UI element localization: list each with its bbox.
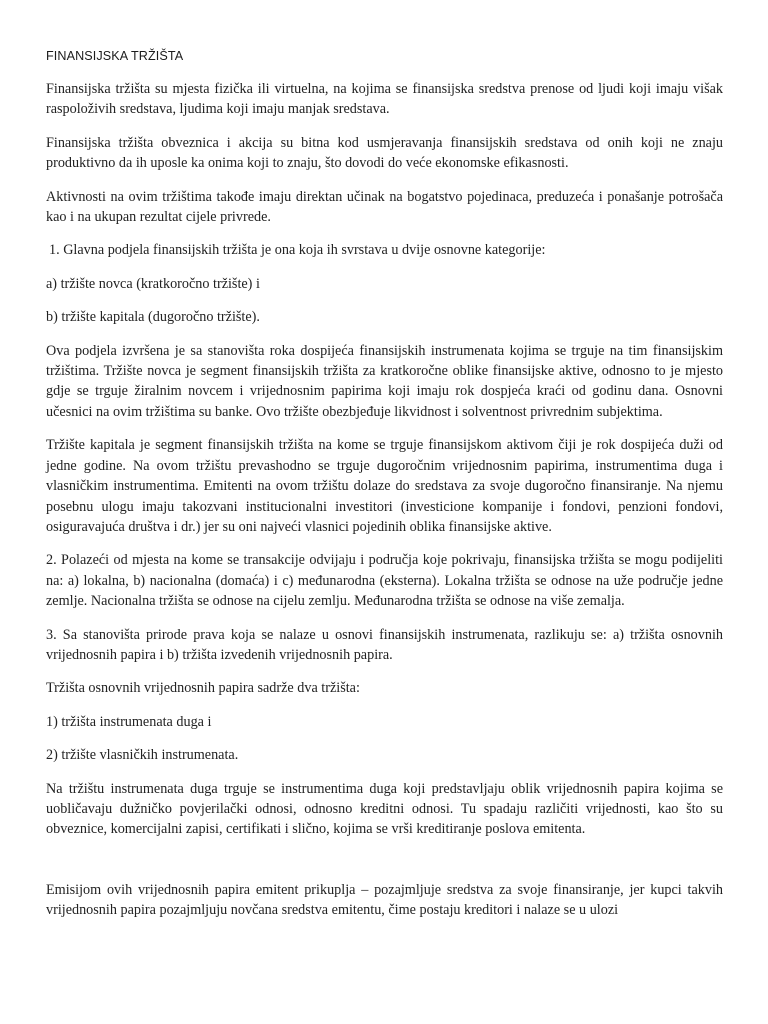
paragraph-bonds-stocks: Finansijska tržišta obveznica i akcija su bitna kod usmjeravanja finansijskih sredstava od onih koji ne znaju produktivno da ih uposle ka onima koji to znaju, što dovodi do veće ekonomske efikasnosti. (46, 134, 723, 172)
paragraph-emission: Emisijom ovih vrijednosnih papira emitent prikuplja – pozajmljuje sredstva za svoje finansiranje, jer kupci takvih vrijednosnih papira pozajmljuju novčana sredstva emitentu, čime postaju kreditori i nalaze se u ulozi (46, 881, 723, 919)
list-item-money-market: a) tržište novca (kratkoročno tržište) i (46, 275, 260, 292)
list-item-debt-instruments: 1) tržišta instrumenata duga i (46, 713, 212, 730)
list-item-capital-market: b) tržište kapitala (dugoročno tržište). (46, 309, 260, 326)
document-page (46, 48, 723, 934)
paragraph-activities: Aktivnosti na ovim tržištima takođe imaju direktan učinak na bogatstvo pojedinaca, preduzeća i ponašanje potrošača kao i na ukupan rezultat cijele privrede. (46, 188, 723, 226)
paragraph-geographic-division: 2. Polazeći od mjesta na kome se transakcije odvijaju i područja koje pokrivaju, finansijska tržišta se mogu podijeliti na: a) lokalna, b) nacionalna (domaća) i c) međunarodna (eksterna). Lokalna tržišta se odnose na uže područje jedne zemlje. Nacionalna tržišta se odnose na cijelu zemlju. Međunarodna tržišta se odnose na više zemalja. (46, 552, 723, 610)
paragraph-definition: Finansijska tržišta su mjesta fizička ili virtuelna, na kojima se finansijska sredstva prenose od ljudi koji imaju višak raspoloživih sredstava, ljudima koji imaju manjak sredstava. (46, 81, 723, 118)
list-item-equity-instruments: 2) tržište vlasničkih instrumenata. (46, 747, 239, 764)
paragraph-rights-division: 3. Sa stanovišta prirode prava koja se nalaze u osnovi finansijskih instrumenata, razlikuju se: a) tržišta osnovnih vrijednosnih papira i b) tržišta izvedenih vrijednosnih papira. (46, 626, 723, 663)
paragraph-main-division: 1. Glavna podjela finansijskih tržišta je ona koja ih svrstava u dvije osnovne kategorije: (49, 242, 546, 259)
document-title: FINANSIJSKA TRŽIŠTA (46, 49, 184, 63)
paragraph-basic-securities: Tržišta osnovnih vrijednosnih papira sadrže dva tržišta: (46, 680, 360, 697)
paragraph-capital-market: Tržište kapitala je segment finansijskih tržišta na kome se trguje finansijskom aktivom čiji je rok dospijeća duži od jedne godine. Na ovom tržištu prevashodno se trguje dugoročnim vrijednosnim papirima, instrumentima duga i vlasničkim instrumentima. Emitenti na ovom tržištu dolaze do sredstava za svoje dugoročno finansiranje. Na njemu posebnu ulogu imaju takozvani institucionalni investitori (investicione kompanije i fondovi, penzioni fondovi, osiguravajuća društva i dr.) jer su oni najveći vlasnici pojedinih oblika finansijske aktive. (46, 437, 723, 535)
paragraph-debt-market: Na tržištu instrumenata duga trguje se instrumentima duga koji predstavljaju oblik vrijednosnih papira kojima se uobličavaju dužničko povjerilački odnosi, odnosno kreditni odnosi. Tu spadaju različiti vrijednosti, kao što su obveznice, komercijalni zapisi, certifikati i slično, kojima se vrši kreditiranje poslova emitenta. (46, 780, 723, 838)
paragraph-money-market: Ova podjela izvršena je sa stanovišta roka dospijeća finansijskih instrumenata kojima se trguje na tim finansijskim tržištima. Tržište novca je segment finansijskih tržišta za kratkoročne oblike finansijske aktive, odnosno to je mjesto gdje se trguje žiralnim novcem i vrijednosnim papirima koji imaju rok dospjeća kraći od godinu dana. Osnovni učesnici na ovim tržištima su banke. Ovo tržište obezbjeđuje likvidnost i solventnost privrednim subjektima. (46, 342, 723, 420)
